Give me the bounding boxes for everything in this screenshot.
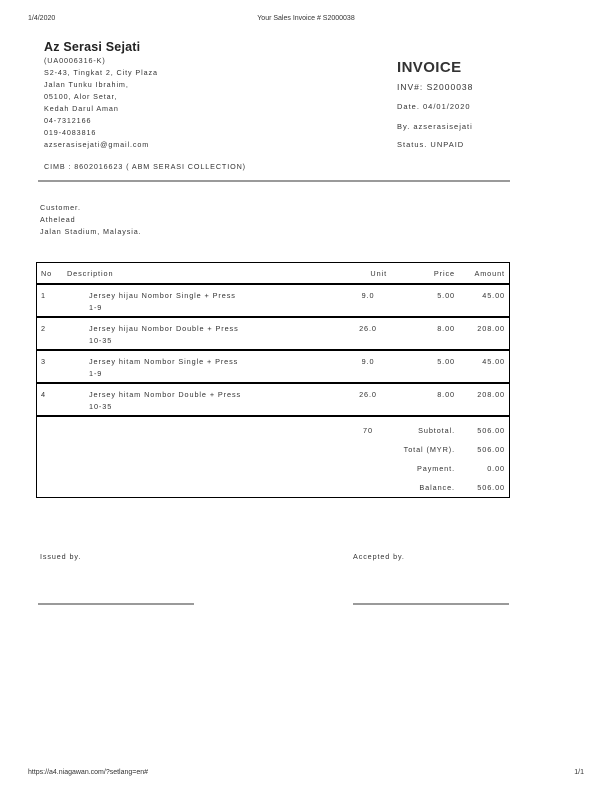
invoice-status: Status. UNPAID xyxy=(397,140,465,149)
customer-address: Jalan Stadium, Malaysia. xyxy=(40,227,142,236)
row-amount: 208.00 xyxy=(459,383,510,416)
row-desc-line: Jersey hijau Nombor Single + Press xyxy=(89,291,236,300)
table-row xyxy=(37,350,510,383)
balance-row xyxy=(37,478,510,498)
col-price-header: Price xyxy=(391,263,459,285)
company-address-line: S2-43, Tingkat 2, City Plaza xyxy=(44,68,158,77)
row-no: 1 xyxy=(37,284,64,317)
row-no: 4 xyxy=(37,383,64,416)
row-amount: 45.00 xyxy=(459,284,510,317)
invoice-by: By. azserasisejati xyxy=(397,122,473,131)
row-amount: 208.00 xyxy=(459,317,510,350)
balance-label: Balance. xyxy=(419,482,455,492)
company-email: azserasisejati@gmail.com xyxy=(44,140,150,149)
row-desc-line: Jersey hitam Nombor Single + Press xyxy=(89,357,239,366)
row-no: 3 xyxy=(37,350,64,383)
col-no-header: No xyxy=(37,263,64,285)
subtotal-value: 506.00 xyxy=(477,425,505,435)
company-address-line: 05100, Alor Setar, xyxy=(44,92,118,101)
row-price: 8.00 xyxy=(391,383,459,416)
print-date: 1/4/2020 xyxy=(28,15,56,22)
issued-signature-line xyxy=(38,603,194,605)
row-desc-line: 10-35 xyxy=(89,336,113,345)
row-unit: 26.0 xyxy=(325,317,391,350)
row-desc-line: 10-35 xyxy=(89,402,113,411)
customer-name: Athelead xyxy=(40,215,76,224)
table-row xyxy=(37,284,510,317)
customer-block xyxy=(40,202,142,238)
invoice-title: INVOICE xyxy=(397,59,462,76)
total-label: Total (MYR). xyxy=(403,444,455,454)
subtotal-label: Subtotal. xyxy=(418,425,455,435)
table-header-row xyxy=(37,263,510,285)
row-price: 5.00 xyxy=(391,284,459,317)
customer-label: Customer. xyxy=(40,203,81,212)
row-description xyxy=(63,383,325,416)
row-desc-line: Jersey hijau Nombor Double + Press xyxy=(89,324,239,333)
company-address-line: Jalan Tunku Ibrahim, xyxy=(44,80,129,89)
company-name: Az Serasi Sejati xyxy=(44,40,141,54)
row-unit: 9.0 xyxy=(325,350,391,383)
payment-row xyxy=(37,459,510,478)
invoice-date: Date. 04/01/2020 xyxy=(397,102,471,111)
invoice-items-table xyxy=(36,262,510,498)
accepted-by-label: Accepted by. xyxy=(353,552,405,561)
table-row xyxy=(37,317,510,350)
bank-account: CIMB : 8602016623 ( ABM SERASI COLLECTION) xyxy=(44,162,246,171)
col-amount-header: Amount xyxy=(459,263,510,285)
header-divider xyxy=(38,180,510,182)
table-row xyxy=(37,383,510,416)
row-desc-line: 1-9 xyxy=(89,369,103,378)
row-description xyxy=(63,350,325,383)
company-address-line: (UA0006316-K) xyxy=(44,56,106,65)
row-desc-line: Jersey hitam Nombor Double + Press xyxy=(89,390,242,399)
total-value: 506.00 xyxy=(477,444,505,454)
payment-value: 0.00 xyxy=(487,463,505,473)
row-description xyxy=(63,317,325,350)
total-row xyxy=(37,440,510,459)
company-mobile: 019-4083816 xyxy=(44,128,97,137)
col-unit-header: Unit xyxy=(325,263,391,285)
subtotal-row xyxy=(37,416,510,440)
row-unit: 9.0 xyxy=(325,284,391,317)
print-footer-url[interactable]: https://a4.niagawan.com/?setlang=en# xyxy=(28,769,149,776)
row-no: 2 xyxy=(37,317,64,350)
col-description-header: Description xyxy=(63,263,325,285)
row-amount: 45.00 xyxy=(459,350,510,383)
total-units: 70 xyxy=(363,425,373,435)
row-desc-line: 1-9 xyxy=(89,303,103,312)
balance-value: 506.00 xyxy=(477,482,505,492)
invoice-number: INV#: S2000038 xyxy=(397,82,474,92)
company-phone: 04-7312166 xyxy=(44,116,92,125)
row-description xyxy=(63,284,325,317)
company-address xyxy=(44,55,158,151)
row-unit: 26.0 xyxy=(325,383,391,416)
print-title: Your Sales Invoice # S2000038 xyxy=(257,15,355,22)
issued-by-label: Issued by. xyxy=(40,552,82,561)
company-address-line: Kedah Darul Aman xyxy=(44,104,119,113)
row-price: 8.00 xyxy=(391,317,459,350)
row-price: 5.00 xyxy=(391,350,459,383)
print-page-number: 1/1 xyxy=(574,769,584,776)
payment-label: Payment. xyxy=(416,463,455,473)
accepted-signature-line xyxy=(353,603,509,605)
